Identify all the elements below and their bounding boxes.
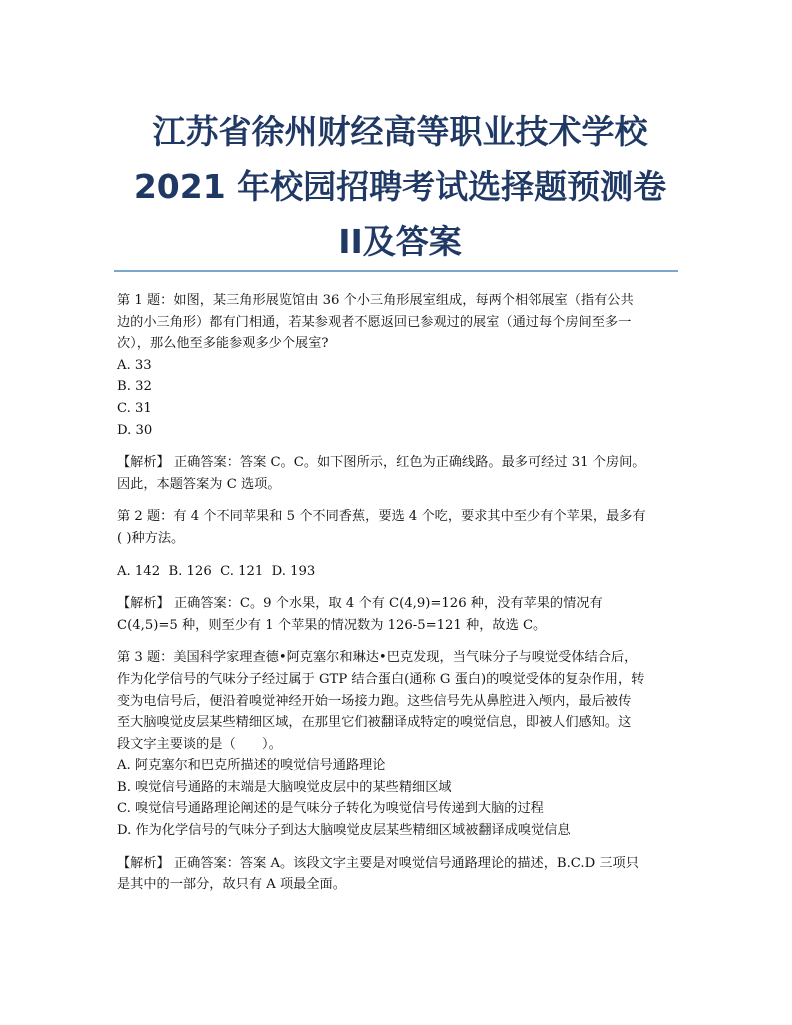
question-stem-line: 次），那么他至多能参观多少个展室? bbox=[117, 336, 329, 352]
option-d: D. 作为化学信号的气味分子到达大脑嗅觉皮层某些精细区域被翻译成嗅觉信息 bbox=[117, 823, 571, 839]
question-2 bbox=[117, 506, 682, 636]
title-divider bbox=[114, 270, 678, 272]
question-1 bbox=[117, 290, 682, 495]
title-line-2: 2021 年校园招聘考试选择题预测卷 bbox=[133, 167, 667, 206]
question-stem-line: 第 2 题：有 4 个不同苹果和 5 个不同香蕉，要选 4 个吃，要求其中至少有个苹果，最多有 bbox=[117, 509, 646, 525]
question-stem-line: 段文字主要谈的是（ ）。 bbox=[117, 736, 282, 752]
title-line-1: 江苏省徐州财经高等职业技术学校 bbox=[152, 112, 648, 151]
question-stem-line: 作为化学信号的气味分子经过属于 GTP 结合蛋白(通称 G 蛋白)的嗅觉受体的复杂作用，转 bbox=[117, 671, 645, 687]
option-d: D. 30 bbox=[117, 422, 153, 438]
analysis-line: 是其中的一部分，故只有 A 项最全面。 bbox=[117, 877, 346, 893]
options-inline: A. 142 B. 126 C. 121 D. 193 bbox=[117, 563, 316, 579]
question-stem-line: 变为电信号后，便沿着嗅觉神经开始一场接力跑。这些信号先从鼻腔进入颅内，最后被传 bbox=[117, 693, 632, 709]
option-a: A. 33 bbox=[117, 357, 152, 373]
option-b: B. 32 bbox=[117, 379, 152, 395]
question-stem-line: 第 1 题：如图，某三角形展览馆由 36 个小三角形展室组成，每两个相邻展室（指有公共 bbox=[117, 293, 634, 308]
analysis-line: C(4,5)=5 种，则至少有 1 个苹果的情况数为 126-5=121 种，故选 C。 bbox=[117, 617, 547, 633]
analysis-line: 【解析】 正确答案：答案 C。C。如下图所示，红色为正确线路。最多可经过 31 个房间。 bbox=[117, 455, 646, 471]
question-stem-line: ( )种方法。 bbox=[117, 530, 185, 546]
title-line-3: II及答案 bbox=[338, 222, 462, 261]
question-stem-line: 边的小三角形）都有门相通，若某参观者不愿返回已参观过的展室（通过每个房间至多一 bbox=[117, 314, 632, 330]
option-a: A. 阿克塞尔和巴克所描述的嗅觉信号通路理论 bbox=[117, 758, 386, 774]
option-c: C. 嗅觉信号通路理论阐述的是气味分子转化为嗅觉信号传递到大脑的过程 bbox=[117, 801, 544, 817]
question-stem-line: 至大脑嗅觉皮层某些精细区域，在那里它们被翻译成特定的嗅觉信息，即被人们感知。这 bbox=[117, 715, 632, 731]
question-stem-line: 第 3 题：美国科学家理查德•阿克塞尔和琳达•巴克发现，当气味分子与嗅觉受体结合后， bbox=[117, 650, 638, 666]
document-body bbox=[117, 290, 682, 896]
analysis-line: 【解析】 正确答案：答案 A。该段文字主要是对嗅觉信号通路理论的描述，B.C.D 三项只 bbox=[117, 855, 639, 871]
analysis-line: 因此，本题答案为 C 选项。 bbox=[117, 476, 281, 492]
option-b: B. 嗅觉信号通路的末端是大脑嗅觉皮层中的某些精细区域 bbox=[117, 779, 452, 795]
analysis-line: 【解析】 正确答案：C。9 个水果，取 4 个有 C(4,9)=126 种，没有苹果的情况有 bbox=[117, 596, 603, 612]
document-title bbox=[100, 104, 700, 269]
question-3 bbox=[117, 647, 682, 896]
option-c: C. 31 bbox=[117, 400, 152, 416]
